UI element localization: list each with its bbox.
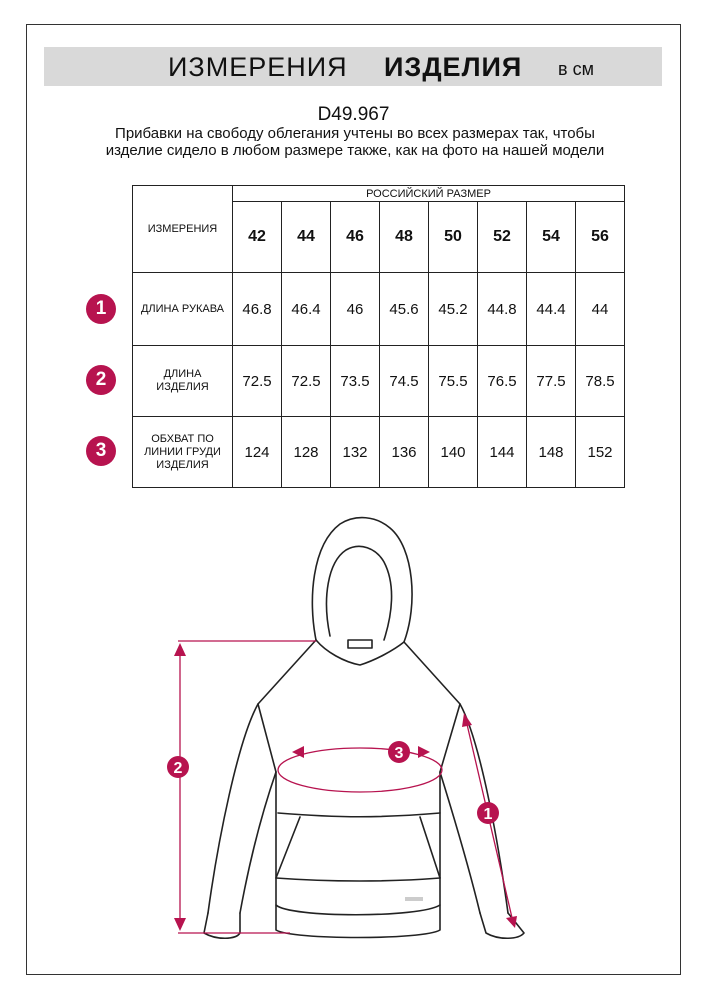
table-cell: 46 bbox=[331, 273, 380, 346]
size-header: 54 bbox=[527, 202, 576, 273]
table-row bbox=[133, 273, 625, 346]
size-header: 48 bbox=[380, 202, 429, 273]
diagram-marker-3 bbox=[388, 741, 410, 763]
size-header: 56 bbox=[576, 202, 625, 273]
arrow-head bbox=[462, 713, 472, 727]
table-cell: 144 bbox=[478, 417, 527, 488]
table-cell: 136 bbox=[380, 417, 429, 488]
table-cell: 75.5 bbox=[429, 346, 478, 417]
size-header: 42 bbox=[233, 202, 282, 273]
marker-label: 2 bbox=[173, 760, 183, 777]
arrow-head bbox=[174, 918, 186, 931]
size-header: 46 bbox=[331, 202, 380, 273]
table-cell: 132 bbox=[331, 417, 380, 488]
size-header: 50 bbox=[429, 202, 478, 273]
row-label-line: ОБХВАТ ПО bbox=[151, 432, 214, 445]
table-cell: 72.5 bbox=[233, 346, 282, 417]
arrow-heads bbox=[174, 643, 517, 931]
measurement-guides bbox=[178, 641, 513, 933]
table-cell: 76.5 bbox=[478, 346, 527, 417]
table-cell: 45.6 bbox=[380, 273, 429, 346]
row-number-badge-1: 1 bbox=[86, 294, 116, 324]
hoodie-outline bbox=[204, 518, 524, 939]
row-number-badge-2: 2 bbox=[86, 365, 116, 395]
measurements-table bbox=[132, 185, 625, 488]
diagram-marker-1 bbox=[477, 802, 499, 824]
marker-label: 1 bbox=[483, 806, 493, 823]
row-label-line: ЛИНИИ ГРУДИ bbox=[144, 445, 221, 458]
row-label-line: ИЗДЕЛИЯ bbox=[156, 381, 209, 393]
table-cell: 45.2 bbox=[429, 273, 478, 346]
marker-label: 3 bbox=[394, 745, 404, 762]
title-unit: в см bbox=[558, 59, 594, 79]
row-label bbox=[133, 346, 233, 417]
table-cell: 73.5 bbox=[331, 346, 380, 417]
table-row bbox=[133, 417, 625, 488]
table-row bbox=[133, 346, 625, 417]
row-label-line: ДЛИНА bbox=[163, 368, 202, 380]
table-cell: 72.5 bbox=[282, 346, 331, 417]
table-cell: 128 bbox=[282, 417, 331, 488]
row-label bbox=[133, 273, 233, 346]
row-label bbox=[133, 417, 233, 488]
title-item: ИЗДЕЛИЯ bbox=[384, 52, 523, 82]
table-cell: 124 bbox=[233, 417, 282, 488]
table-cell: 148 bbox=[527, 417, 576, 488]
row-label-line: ДЛИНА РУКАВА bbox=[140, 302, 225, 315]
arrow-head bbox=[506, 916, 517, 928]
table-cell: 77.5 bbox=[527, 346, 576, 417]
table-cell: 74.5 bbox=[380, 346, 429, 417]
size-group-header: РОССИЙСКИЙ РАЗМЕР bbox=[233, 186, 625, 202]
title-measurements: ИЗМЕРЕНИЯ bbox=[168, 52, 348, 82]
size-header: 44 bbox=[282, 202, 331, 273]
arrow-head bbox=[174, 643, 186, 656]
fit-note: Прибавки на свободу облегания учтены во всех размерах так, чтобы изделие сидело в любом размере также, как на фото на нашей модели bbox=[105, 125, 605, 159]
table-cell: 78.5 bbox=[576, 346, 625, 417]
corner-label: ИЗМЕРЕНИЯ bbox=[133, 186, 233, 273]
hoodie-diagram bbox=[0, 500, 707, 950]
table-cell: 44 bbox=[576, 273, 625, 346]
table-cell: 140 bbox=[429, 417, 478, 488]
size-header: 52 bbox=[478, 202, 527, 273]
row-label-line: ИЗДЕЛИЯ bbox=[156, 458, 209, 471]
product-code: D49.967 bbox=[317, 104, 390, 125]
table-cell: 44.4 bbox=[527, 273, 576, 346]
table-cell: 44.8 bbox=[478, 273, 527, 346]
logo-tag bbox=[405, 897, 423, 901]
table-cell: 152 bbox=[576, 417, 625, 488]
table-cell: 46.8 bbox=[233, 273, 282, 346]
row-number-badge-3: 3 bbox=[86, 436, 116, 466]
table-cell: 46.4 bbox=[282, 273, 331, 346]
diagram-marker-2 bbox=[167, 756, 189, 778]
